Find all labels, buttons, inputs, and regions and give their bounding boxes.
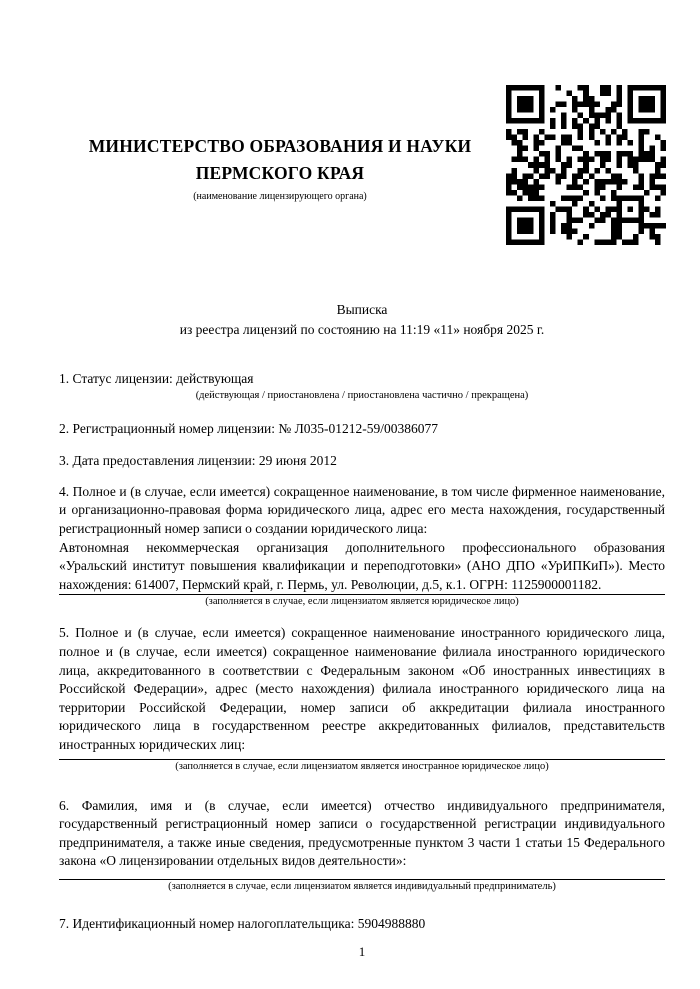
title-line1: Выписка bbox=[336, 302, 388, 317]
title-line2: из реестра лицензий по состоянию на 11:19 «11» ноября 2025 г. bbox=[179, 321, 545, 337]
ministry-header bbox=[59, 133, 501, 203]
item-4-caption: (заполняется в случае, если лицензиатом является юридическое лицо) bbox=[205, 596, 519, 608]
item-5-caption: (заполняется в случае, если лицензиатом является иностранное юридическое лицо) bbox=[175, 760, 549, 772]
item-7-taxpayer-number: 7. Идентификационный номер налогоплательщика: 5904988880 bbox=[59, 915, 426, 931]
ministry-name-line1: МИНИСТЕРСТВО ОБРАЗОВАНИЯ И НАУКИ bbox=[88, 136, 472, 156]
item-1-caption: (действующая / приостановлена / приостановлена частично / прекращена) bbox=[195, 389, 529, 401]
page-number: 1 bbox=[358, 944, 366, 960]
item-4-legal-entity-value: Автономная некоммерческая организация дополнительного профессионального образования «Уральский институт повышения квалификации и переподготовки» (АНО ДПО «УрИПКиП»). Место нахождения: 614007, Пермский край, г. Пермь, ул. Революции, д.5, к.1. ОГРН: 1125900001182. bbox=[59, 539, 665, 596]
licensing-authority-caption: (наименование лицензирующего органа) bbox=[193, 191, 367, 202]
item-6-caption: (заполняется в случае, если лицензиатом является индивидуальный предприниматель) bbox=[168, 880, 556, 892]
item-5-foreign-entity-heading: 5. Полное и (в случае, если имеется) сокращенное наименование иностранного юридического лица, полное и (в случае, если имеется) сокращенное наименование филиала иностранного юридического лица, аккредитованного в соответствии с Федеральным законом «Об иностранных инвестициях в Российской Федерации», адрес (место нахождения) филиала иностранного юридического лица на территории Российской Федерации, номер записи об аккредитации филиала иностранного юридического лица в государственном реестре аккредитованных филиалов, представительств иностранных юридических лиц: bbox=[59, 624, 665, 759]
item-3-license-date: 3. Дата предоставления лицензии: 29 июня 2012 bbox=[59, 453, 337, 469]
item-4-legal-entity-heading: 4. Полное и (в случае, если имеется) сокращенное наименование, в том числе фирменное наименование, и организационно-правовая форма юридического лица, адрес его места нахождения, государственный регистрационный номер записи о создании юридического лица: bbox=[59, 483, 665, 536]
item-2-registration-number: 2. Регистрационный номер лицензии: № Л035-01212-59/00386077 bbox=[59, 420, 439, 436]
item-1-license-status: 1. Статус лицензии: действующая bbox=[59, 371, 254, 386]
document-content bbox=[59, 0, 665, 960]
document-title bbox=[59, 300, 665, 339]
item-6-entrepreneur-heading: 6. Фамилия, имя и (в случае, если имеется) отчество индивидуального предпринимателя, государственный регистрационный номер записи о государственной регистрации индивидуального предпринимателя, а также иные сведения, предусмотренные пунктом 3 части 1 статьи 15 Федерального закона «О лицензировании отдельных видов деятельности»: bbox=[59, 797, 665, 880]
ministry-name-line2: ПЕРМСКОГО КРАЯ bbox=[195, 163, 365, 183]
